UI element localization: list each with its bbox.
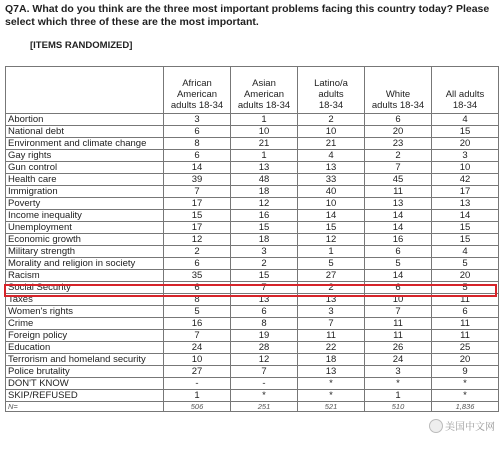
cell-value: 3 [432,150,499,162]
cell-value: 8 [164,294,231,306]
cell-value: 12 [231,354,298,366]
table-row [6,186,499,198]
row-label: DON'T KNOW [6,378,164,390]
cell-value: 6 [164,126,231,138]
cell-value: 24 [164,342,231,354]
cell-value: 17 [432,186,499,198]
cell-value: 27 [298,270,365,282]
watermark-text: 美国中文网 [445,422,495,433]
cell-value: 8 [231,318,298,330]
cell-value: 24 [365,354,432,366]
header-row [6,67,499,114]
cell-value: 14 [432,210,499,222]
cell-value: 7 [231,282,298,294]
table-row [6,198,499,210]
table-body [6,114,499,412]
column-header-line: African [182,78,212,89]
cell-value: 10 [432,162,499,174]
cell-value: 13 [298,162,365,174]
row-label: Women's rights [6,306,164,318]
column-header-line: White [385,89,411,100]
cell-value: 11 [432,318,499,330]
cell-value: 15 [164,210,231,222]
table-row [6,234,499,246]
column-header-line: adults 18-34 [371,100,425,111]
cell-value: 1 [298,246,365,258]
cell-value: 17 [164,198,231,210]
cell-value: 15 [432,234,499,246]
cell-value: 28 [231,342,298,354]
column-header-line: Latino/a [314,78,348,89]
row-label: Taxes [6,294,164,306]
cell-value: 10 [164,354,231,366]
row-label: Abortion [6,114,164,126]
table-row [6,366,499,378]
cell-value: 2 [298,282,365,294]
cell-value: 7 [365,162,432,174]
table-row [6,318,499,330]
row-label: Health care [6,174,164,186]
cell-value: 15 [231,222,298,234]
cell-value: 6 [231,306,298,318]
cell-value: 15 [298,222,365,234]
table-row [6,306,499,318]
cell-value: 3 [365,366,432,378]
cell-value: * [432,390,499,402]
table-row [6,150,499,162]
cell-value: 12 [231,198,298,210]
cell-value: 13 [231,162,298,174]
cell-value: 16 [365,234,432,246]
row-label: Gun control [6,162,164,174]
cell-value: * [365,378,432,390]
cell-value: 10 [298,198,365,210]
results-table [5,66,499,412]
cell-value: 11 [365,318,432,330]
cell-value: 5 [365,258,432,270]
cell-value: 18 [298,354,365,366]
column-header [231,67,298,114]
cell-value: 6 [164,150,231,162]
cell-value: 40 [298,186,365,198]
cell-value: 521 [298,402,365,412]
cell-value: 6 [365,246,432,258]
cell-value: 1 [164,390,231,402]
cell-value: 14 [365,222,432,234]
cell-value: 20 [432,270,499,282]
cell-value: 12 [298,234,365,246]
watermark-logo-icon [429,419,443,433]
cell-value: 11 [432,330,499,342]
cell-value: 23 [365,138,432,150]
table-row [6,342,499,354]
cell-value: 13 [432,198,499,210]
row-label: Foreign policy [6,330,164,342]
cell-value: 27 [164,366,231,378]
cell-value: 25 [432,342,499,354]
cell-value: 21 [231,138,298,150]
table-row [6,114,499,126]
cell-value: 18 [231,234,298,246]
cell-value: 1 [231,114,298,126]
table-row [6,270,499,282]
cell-value: 39 [164,174,231,186]
row-label: Unemployment [6,222,164,234]
table-row [6,258,499,270]
sample-size-row [6,402,499,412]
cell-value: 3 [231,246,298,258]
cell-value: 2 [365,150,432,162]
row-label: Economic growth [6,234,164,246]
cell-value: 2 [164,246,231,258]
cell-value: 42 [432,174,499,186]
cell-value: 1 [365,390,432,402]
row-label: Gay rights [6,150,164,162]
cell-value: 7 [298,318,365,330]
cell-value: 5 [298,258,365,270]
table-row [6,390,499,402]
cell-value: 20 [432,138,499,150]
cell-value: 48 [231,174,298,186]
cell-value: 510 [365,402,432,412]
cell-value: 1,836 [432,402,499,412]
row-label: Morality and religion in society [6,258,164,270]
cell-value: 6 [365,114,432,126]
cell-value: 35 [164,270,231,282]
cell-value: - [164,378,231,390]
column-header [365,67,432,114]
cell-value: 4 [432,114,499,126]
row-label: Terrorism and homeland security [6,354,164,366]
cell-value: 14 [164,162,231,174]
cell-value: 11 [365,186,432,198]
column-header-line: American [176,89,218,100]
table-row [6,138,499,150]
row-label: Police brutality [6,366,164,378]
row-label: Income inequality [6,210,164,222]
row-label: Education [6,342,164,354]
cell-value: 7 [231,366,298,378]
row-label: N= [6,402,164,412]
cell-value: 15 [432,126,499,138]
row-label: Social Security [6,282,164,294]
cell-value: 7 [365,306,432,318]
question-text: Q7A. What do you think are the three most important problems facing this country today? Please select which three of these are the most important. [5,3,490,28]
cell-value: 17 [164,222,231,234]
racism-row-highlight [4,284,497,297]
cell-value: 6 [164,258,231,270]
cell-value: 19 [231,330,298,342]
column-header-line: All adults [445,89,485,100]
cell-value: * [432,378,499,390]
column-header [164,67,231,114]
cell-value: 11 [298,330,365,342]
table-row [6,330,499,342]
column-header-line: adults 18-34 [237,100,291,111]
cell-value: 15 [432,222,499,234]
column-header-line: 18-34 [452,100,478,111]
cell-value: 7 [164,330,231,342]
cell-value: 12 [164,234,231,246]
column-header [298,67,365,114]
table-row [6,210,499,222]
row-label: Environment and climate change [6,138,164,150]
cell-value: 13 [231,294,298,306]
row-label: National debt [6,126,164,138]
cell-value: 6 [365,282,432,294]
cell-value: 3 [164,114,231,126]
table-row [6,354,499,366]
cell-value: 5 [432,258,499,270]
cell-value: 10 [231,126,298,138]
column-header-line: adults 18-34 [170,100,224,111]
row-label: Poverty [6,198,164,210]
cell-value: 11 [365,330,432,342]
cell-value: * [298,378,365,390]
row-label: Crime [6,318,164,330]
cell-value: 4 [298,150,365,162]
column-header-line: 18-34 [318,100,344,111]
cell-value: 22 [298,342,365,354]
cell-value: 14 [365,270,432,282]
row-label: Military strength [6,246,164,258]
cell-value: 6 [164,282,231,294]
cell-value: 8 [164,138,231,150]
cell-value: 9 [432,366,499,378]
cell-value: - [231,378,298,390]
cell-value: 20 [432,354,499,366]
cell-value: 16 [231,210,298,222]
cell-value: 13 [365,198,432,210]
table-row [6,378,499,390]
cell-value: 4 [432,246,499,258]
row-label: Racism [6,270,164,282]
items-randomized-note: [ITEMS RANDOMIZED] [30,40,133,51]
cell-value: 11 [432,294,499,306]
cell-value: 5 [164,306,231,318]
cell-value: 16 [164,318,231,330]
cell-value: 21 [298,138,365,150]
header-blank [6,67,164,114]
table-row [6,222,499,234]
cell-value: 13 [298,366,365,378]
cell-value: 10 [298,126,365,138]
cell-value: 45 [365,174,432,186]
table-row [6,126,499,138]
table-row [6,174,499,186]
cell-value: 1 [231,150,298,162]
column-header-line: Asian [252,78,276,89]
cell-value: 3 [298,306,365,318]
row-label: Immigration [6,186,164,198]
table-row [6,246,499,258]
cell-value: 33 [298,174,365,186]
cell-value: * [231,390,298,402]
cell-value: 2 [298,114,365,126]
table-row [6,162,499,174]
watermark [429,418,495,433]
cell-value: 506 [164,402,231,412]
cell-value: 26 [365,342,432,354]
cell-value: 20 [365,126,432,138]
cell-value: 7 [164,186,231,198]
row-label: SKIP/REFUSED [6,390,164,402]
cell-value: 14 [365,210,432,222]
cell-value: 14 [298,210,365,222]
column-header-line: American [243,89,285,100]
cell-value: 10 [365,294,432,306]
cell-value: 15 [231,270,298,282]
cell-value: * [298,390,365,402]
cell-value: 18 [231,186,298,198]
column-header [432,67,499,114]
cell-value: 6 [432,306,499,318]
cell-value: 5 [432,282,499,294]
column-header-line: adults [318,89,344,100]
cell-value: 2 [231,258,298,270]
cell-value: 251 [231,402,298,412]
cell-value: 13 [298,294,365,306]
